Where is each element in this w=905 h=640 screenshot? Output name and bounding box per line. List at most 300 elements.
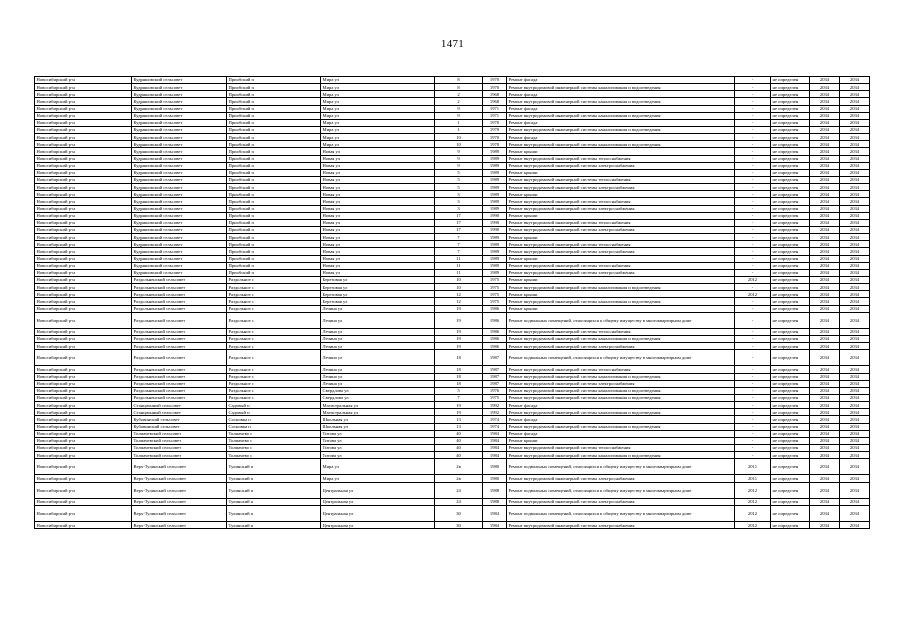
- table-row: [35, 328, 870, 335]
- work-type-cell: Ремонт фасада: [507, 119, 735, 126]
- status-cell: не определен: [771, 366, 810, 373]
- build-year-cell: 1989: [483, 176, 507, 183]
- council-cell: Раздольненский сельсовет: [132, 328, 227, 335]
- street-cell: Березовая ул: [321, 276, 435, 283]
- house-number-cell: 11: [435, 255, 483, 262]
- build-year-cell: 1986: [483, 328, 507, 335]
- status-cell: не определен: [771, 380, 810, 387]
- house-number-cell: 18: [435, 350, 483, 366]
- council-cell: Раздольненский сельсовет: [132, 291, 227, 298]
- plan-year-start-cell: 2034: [810, 248, 840, 255]
- house-number-cell: 40: [435, 452, 483, 459]
- settlement-cell: Приобский п: [227, 91, 321, 98]
- plan-year-start-cell: 2034: [810, 84, 840, 91]
- council-cell: Кудряшовский сельсовет: [132, 241, 227, 248]
- status-cell: не определен: [771, 498, 810, 505]
- status-cell: не определен: [771, 226, 810, 233]
- street-cell: Мира ул: [321, 91, 435, 98]
- district-cell: Новосибирский р-н: [35, 84, 132, 91]
- work-type-cell: Ремонт внутридомовой инженерной системы теплоснабжения: [507, 198, 735, 205]
- plan-year-end-cell: 2034: [840, 169, 870, 176]
- build-year-cell: 1980: [483, 475, 507, 482]
- house-number-cell: 10: [435, 141, 483, 148]
- work-type-cell: Ремонт крыши: [507, 437, 735, 444]
- plan-year-start-cell: 2034: [810, 212, 840, 219]
- build-year-cell: 1975: [483, 276, 507, 283]
- settlement-cell: Тулинский п: [227, 498, 321, 505]
- street-cell: Лечина ул: [321, 380, 435, 387]
- settlement-cell: Толмачево с: [227, 444, 321, 451]
- build-year-cell: 1984: [483, 452, 507, 459]
- status-cell: не определен: [771, 169, 810, 176]
- street-cell: Новая ул: [321, 234, 435, 241]
- plan-year-end-cell: 2034: [840, 234, 870, 241]
- plan-year-start-cell: 2034: [810, 402, 840, 409]
- district-cell: Новосибирский р-н: [35, 212, 132, 219]
- settlement-cell: Приобский п: [227, 205, 321, 212]
- build-year-cell: 1988: [483, 498, 507, 505]
- table-row: [35, 269, 870, 276]
- plan-year-end-cell: 2034: [840, 423, 870, 430]
- plan-year-end-cell: 2034: [840, 269, 870, 276]
- build-year-cell: 1975: [483, 284, 507, 291]
- build-year-cell: 1990: [483, 212, 507, 219]
- status-cell: не определен: [771, 423, 810, 430]
- plan-year-end-cell: 2034: [840, 437, 870, 444]
- settlement-cell: Приобский п: [227, 219, 321, 226]
- settlement-cell: Приобский п: [227, 269, 321, 276]
- street-cell: Новая ул: [321, 155, 435, 162]
- street-cell: Центральная ул: [321, 482, 435, 498]
- street-cell: Лечина ул: [321, 312, 435, 328]
- settlement-cell: Тулинский п: [227, 475, 321, 482]
- district-cell: Новосибирский р-н: [35, 234, 132, 241]
- settlement-cell: Приобский п: [227, 112, 321, 119]
- settlement-cell: Толмачево с: [227, 452, 321, 459]
- table-row: [35, 284, 870, 291]
- last-repair-cell: -: [735, 112, 771, 119]
- plan-year-end-cell: 2034: [840, 373, 870, 380]
- build-year-cell: 1989: [483, 198, 507, 205]
- plan-year-start-cell: 2034: [810, 380, 840, 387]
- plan-year-end-cell: 2034: [840, 335, 870, 342]
- district-cell: Новосибирский р-н: [35, 255, 132, 262]
- plan-year-start-cell: 2034: [810, 269, 840, 276]
- build-year-cell: 1992: [483, 402, 507, 409]
- district-cell: Новосибирский р-н: [35, 387, 132, 394]
- settlement-cell: Приобский п: [227, 248, 321, 255]
- build-year-cell: 1987: [483, 380, 507, 387]
- plan-year-start-cell: 2034: [810, 498, 840, 505]
- plan-year-end-cell: 2034: [840, 105, 870, 112]
- work-type-cell: Ремонт фасада: [507, 77, 735, 84]
- settlement-cell: Раздольное с: [227, 373, 321, 380]
- build-year-cell: 1990: [483, 226, 507, 233]
- status-cell: не определен: [771, 112, 810, 119]
- house-number-cell: 19: [435, 402, 483, 409]
- table-row: [35, 291, 870, 298]
- street-cell: Школьная ул: [321, 416, 435, 423]
- plan-year-start-cell: 2034: [810, 444, 840, 451]
- table-row: [35, 366, 870, 373]
- status-cell: не определен: [771, 269, 810, 276]
- house-number-cell: 1: [435, 119, 483, 126]
- last-repair-cell: 2012: [735, 498, 771, 505]
- settlement-cell: Раздольное с: [227, 395, 321, 402]
- settlement-cell: Приобский п: [227, 162, 321, 169]
- house-number-cell: 10: [435, 276, 483, 283]
- council-cell: Толмачевский сельсовет: [132, 430, 227, 437]
- status-cell: не определен: [771, 291, 810, 298]
- settlement-cell: Раздольное с: [227, 305, 321, 312]
- work-type-cell: Ремонт внутридомовой инженерной системы канализования и водоотведения: [507, 284, 735, 291]
- table-row: [35, 141, 870, 148]
- house-number-cell: 24: [435, 482, 483, 498]
- street-cell: Новая ул: [321, 212, 435, 219]
- build-year-cell: 1989: [483, 148, 507, 155]
- build-year-cell: 1968: [483, 91, 507, 98]
- last-repair-cell: -: [735, 198, 771, 205]
- table-row: [35, 162, 870, 169]
- table-row: [35, 305, 870, 312]
- street-cell: Новая ул: [321, 241, 435, 248]
- house-number-cell: 18: [435, 380, 483, 387]
- council-cell: Станционный сельсовет: [132, 409, 227, 416]
- plan-year-end-cell: 2034: [840, 522, 870, 529]
- house-number-cell: 5: [435, 387, 483, 394]
- settlement-cell: Приобский п: [227, 255, 321, 262]
- house-number-cell: 8: [435, 84, 483, 91]
- district-cell: Новосибирский р-н: [35, 423, 132, 430]
- settlement-cell: Приобский п: [227, 176, 321, 183]
- settlement-cell: Тулинский п: [227, 505, 321, 521]
- council-cell: Верх-Тулинский сельсовет: [132, 498, 227, 505]
- work-type-cell: Ремонт крыши: [507, 212, 735, 219]
- settlement-cell: Садовый п: [227, 402, 321, 409]
- table-row: [35, 212, 870, 219]
- work-type-cell: Ремонт крыши: [507, 148, 735, 155]
- work-type-cell: Ремонт фасада: [507, 416, 735, 423]
- table-row: [35, 112, 870, 119]
- table-row: [35, 241, 870, 248]
- table-row: [35, 84, 870, 91]
- plan-year-end-cell: 2034: [840, 498, 870, 505]
- plan-year-end-cell: 2034: [840, 505, 870, 521]
- plan-year-start-cell: 2034: [810, 312, 840, 328]
- last-repair-cell: -: [735, 328, 771, 335]
- district-cell: Новосибирский р-н: [35, 226, 132, 233]
- build-year-cell: 1989: [483, 269, 507, 276]
- house-number-cell: 5: [435, 169, 483, 176]
- work-type-cell: Ремонт внутридомовой инженерной системы теплоснабжения: [507, 262, 735, 269]
- settlement-cell: Приобский п: [227, 241, 321, 248]
- plan-year-end-cell: 2034: [840, 366, 870, 373]
- council-cell: Верх-Тулинский сельсовет: [132, 475, 227, 482]
- street-cell: Новая ул: [321, 226, 435, 233]
- district-cell: Новосибирский р-н: [35, 350, 132, 366]
- house-number-cell: 1: [435, 126, 483, 133]
- district-cell: Новосибирский р-н: [35, 162, 132, 169]
- table-row: [35, 219, 870, 226]
- council-cell: Кудряшовский сельсовет: [132, 84, 227, 91]
- district-cell: Новосибирский р-н: [35, 416, 132, 423]
- settlement-cell: Приобский п: [227, 119, 321, 126]
- plan-year-end-cell: 2034: [840, 298, 870, 305]
- house-number-cell: 7: [435, 234, 483, 241]
- build-year-cell: 1989: [483, 169, 507, 176]
- build-year-cell: 1980: [483, 459, 507, 475]
- plan-year-end-cell: 2034: [840, 112, 870, 119]
- last-repair-cell: -: [735, 387, 771, 394]
- table-row: [35, 430, 870, 437]
- plan-year-start-cell: 2034: [810, 141, 840, 148]
- council-cell: Толмачевский сельсовет: [132, 437, 227, 444]
- last-repair-cell: -: [735, 141, 771, 148]
- settlement-cell: Садовый п: [227, 409, 321, 416]
- plan-year-start-cell: 2034: [810, 255, 840, 262]
- district-cell: Новосибирский р-н: [35, 366, 132, 373]
- build-year-cell: 1974: [483, 423, 507, 430]
- last-repair-cell: -: [735, 312, 771, 328]
- last-repair-cell: -: [735, 84, 771, 91]
- table-row: [35, 402, 870, 409]
- plan-year-start-cell: 2034: [810, 241, 840, 248]
- status-cell: не определен: [771, 212, 810, 219]
- status-cell: не определен: [771, 77, 810, 84]
- settlement-cell: Толмачево с: [227, 430, 321, 437]
- plan-year-end-cell: 2034: [840, 191, 870, 198]
- district-cell: Новосибирский р-н: [35, 522, 132, 529]
- plan-year-end-cell: 2034: [840, 343, 870, 350]
- status-cell: не определен: [771, 255, 810, 262]
- plan-year-start-cell: 2034: [810, 205, 840, 212]
- district-cell: Новосибирский р-н: [35, 452, 132, 459]
- house-number-cell: 9: [435, 148, 483, 155]
- plan-year-start-cell: 2034: [810, 112, 840, 119]
- status-cell: не определен: [771, 298, 810, 305]
- status-cell: не определен: [771, 305, 810, 312]
- last-repair-cell: -: [735, 430, 771, 437]
- plan-year-end-cell: 2034: [840, 212, 870, 219]
- table-row: [35, 505, 870, 521]
- status-cell: не определен: [771, 119, 810, 126]
- street-cell: Новая ул: [321, 248, 435, 255]
- status-cell: не определен: [771, 126, 810, 133]
- plan-year-end-cell: 2034: [840, 380, 870, 387]
- plan-year-start-cell: 2034: [810, 262, 840, 269]
- council-cell: Кудряшовский сельсовет: [132, 198, 227, 205]
- build-year-cell: 1970: [483, 119, 507, 126]
- work-type-cell: Ремонт внутридомовой инженерной системы канализования и водоотведения: [507, 126, 735, 133]
- street-cell: Лечина ул: [321, 366, 435, 373]
- house-number-cell: 7: [435, 241, 483, 248]
- council-cell: Верх-Тулинский сельсовет: [132, 482, 227, 498]
- settlement-cell: Приобский п: [227, 234, 321, 241]
- work-type-cell: Ремонт крыши: [507, 291, 735, 298]
- work-type-cell: Ремонт внутридомовой инженерной системы теплоснабжения: [507, 241, 735, 248]
- work-type-cell: Ремонт подвальных помещений, относящихся к общему имуществу в многоквартирном доме: [507, 350, 735, 366]
- plan-year-start-cell: 2034: [810, 184, 840, 191]
- council-cell: Раздольненский сельсовет: [132, 380, 227, 387]
- district-cell: Новосибирский р-н: [35, 205, 132, 212]
- status-cell: не определен: [771, 452, 810, 459]
- build-year-cell: 1970: [483, 84, 507, 91]
- work-type-cell: Ремонт крыши: [507, 234, 735, 241]
- house-number-cell: 8: [435, 77, 483, 84]
- status-cell: не определен: [771, 395, 810, 402]
- council-cell: Кудряшовский сельсовет: [132, 234, 227, 241]
- house-number-cell: 11: [435, 269, 483, 276]
- work-type-cell: Ремонт внутридомовой инженерной системы канализования и водоотведения: [507, 395, 735, 402]
- settlement-cell: Приобский п: [227, 198, 321, 205]
- plan-year-start-cell: 2034: [810, 219, 840, 226]
- settlement-cell: Раздольное с: [227, 312, 321, 328]
- last-repair-cell: 2012: [735, 482, 771, 498]
- settlement-cell: Тулинский п: [227, 522, 321, 529]
- plan-year-end-cell: 2034: [840, 452, 870, 459]
- work-type-cell: Ремонт фасада: [507, 430, 735, 437]
- house-number-cell: 2: [435, 91, 483, 98]
- council-cell: Раздольненский сельсовет: [132, 373, 227, 380]
- last-repair-cell: -: [735, 444, 771, 451]
- last-repair-cell: -: [735, 148, 771, 155]
- district-cell: Новосибирский р-н: [35, 148, 132, 155]
- build-year-cell: 1987: [483, 373, 507, 380]
- last-repair-cell: -: [735, 234, 771, 241]
- last-repair-cell: -: [735, 343, 771, 350]
- last-repair-cell: -: [735, 219, 771, 226]
- last-repair-cell: -: [735, 176, 771, 183]
- status-cell: не определен: [771, 284, 810, 291]
- district-cell: Новосибирский р-н: [35, 112, 132, 119]
- plan-year-end-cell: 2034: [840, 430, 870, 437]
- council-cell: Верх-Тулинский сельсовет: [132, 459, 227, 475]
- work-type-cell: Ремонт внутридомовой инженерной системы канализования и водоотведения: [507, 423, 735, 430]
- work-type-cell: Ремонт внутридомовой инженерной системы канализования и водоотведения: [507, 112, 735, 119]
- plan-year-end-cell: 2034: [840, 176, 870, 183]
- settlement-cell: Приобский п: [227, 184, 321, 191]
- status-cell: не определен: [771, 335, 810, 342]
- street-cell: Новая ул: [321, 191, 435, 198]
- table-row: [35, 437, 870, 444]
- street-cell: Школьная ул: [321, 423, 435, 430]
- district-cell: Новосибирский р-н: [35, 343, 132, 350]
- status-cell: не определен: [771, 219, 810, 226]
- street-cell: Мира ул: [321, 112, 435, 119]
- house-number-cell: 30: [435, 522, 483, 529]
- last-repair-cell: 2011: [735, 475, 771, 482]
- council-cell: Кудряшовский сельсовет: [132, 226, 227, 233]
- build-year-cell: 1970: [483, 77, 507, 84]
- table-row: [35, 205, 870, 212]
- last-repair-cell: -: [735, 350, 771, 366]
- status-cell: не определен: [771, 522, 810, 529]
- table-row: [35, 482, 870, 498]
- work-type-cell: Ремонт внутридомовой инженерной системы электроснабжения: [507, 522, 735, 529]
- house-number-cell: 10: [435, 134, 483, 141]
- status-cell: не определен: [771, 84, 810, 91]
- plan-year-start-cell: 2034: [810, 522, 840, 529]
- build-year-cell: 1989: [483, 255, 507, 262]
- house-number-cell: 19: [435, 328, 483, 335]
- work-type-cell: Ремонт внутридомовой инженерной системы канализования и водоотведения: [507, 335, 735, 342]
- work-type-cell: Ремонт подвальных помещений, относящихся к общему имуществу в многоквартирном доме: [507, 312, 735, 328]
- district-cell: Новосибирский р-н: [35, 119, 132, 126]
- table-row: [35, 155, 870, 162]
- street-cell: Свердлова ул: [321, 387, 435, 394]
- plan-year-end-cell: 2034: [840, 248, 870, 255]
- house-number-cell: 9: [435, 105, 483, 112]
- work-type-cell: Ремонт внутридомовой инженерной системы электроснабжения: [507, 184, 735, 191]
- table-row: [35, 444, 870, 451]
- work-type-cell: Ремонт внутридомовой инженерной системы теплоснабжения: [507, 444, 735, 451]
- table-row: [35, 475, 870, 482]
- plan-year-end-cell: 2034: [840, 205, 870, 212]
- district-cell: Новосибирский р-н: [35, 176, 132, 183]
- status-cell: не определен: [771, 475, 810, 482]
- work-type-cell: Ремонт внутридомовой инженерной системы канализования и водоотведения: [507, 84, 735, 91]
- status-cell: не определен: [771, 482, 810, 498]
- build-year-cell: 1988: [483, 482, 507, 498]
- build-year-cell: 1986: [483, 305, 507, 312]
- table-row: [35, 373, 870, 380]
- last-repair-cell: -: [735, 416, 771, 423]
- settlement-cell: Раздольное с: [227, 284, 321, 291]
- table-row: [35, 452, 870, 459]
- plan-year-start-cell: 2034: [810, 430, 840, 437]
- table-row: [35, 380, 870, 387]
- build-year-cell: 1987: [483, 350, 507, 366]
- work-type-cell: Ремонт внутридомовой инженерной системы электроснабжения: [507, 269, 735, 276]
- plan-year-start-cell: 2034: [810, 395, 840, 402]
- district-cell: Новосибирский р-н: [35, 437, 132, 444]
- settlement-cell: Приобский п: [227, 169, 321, 176]
- table-row: [35, 395, 870, 402]
- district-cell: Новосибирский р-н: [35, 276, 132, 283]
- table-row: [35, 176, 870, 183]
- status-cell: не определен: [771, 402, 810, 409]
- work-type-cell: Ремонт подвальных помещений, относящихся к общему имуществу в многоквартирном доме: [507, 459, 735, 475]
- plan-year-end-cell: 2034: [840, 84, 870, 91]
- build-year-cell: 1986: [483, 343, 507, 350]
- work-type-cell: Ремонт внутридомовой инженерной системы электроснабжения: [507, 498, 735, 505]
- street-cell: Березовая ул: [321, 298, 435, 305]
- house-number-cell: 9: [435, 112, 483, 119]
- table-row: [35, 276, 870, 283]
- last-repair-cell: -: [735, 380, 771, 387]
- settlement-cell: Приобский п: [227, 77, 321, 84]
- council-cell: Кубовинский сельсовет: [132, 416, 227, 423]
- table-row: [35, 423, 870, 430]
- house-number-cell: 19: [435, 305, 483, 312]
- last-repair-cell: -: [735, 126, 771, 133]
- work-type-cell: Ремонт крыши: [507, 305, 735, 312]
- district-cell: Новосибирский р-н: [35, 373, 132, 380]
- plan-year-start-cell: 2034: [810, 105, 840, 112]
- last-repair-cell: -: [735, 262, 771, 269]
- build-year-cell: 1989: [483, 205, 507, 212]
- district-cell: Новосибирский р-н: [35, 328, 132, 335]
- plan-year-start-cell: 2034: [810, 482, 840, 498]
- table-row: [35, 134, 870, 141]
- table-row: [35, 409, 870, 416]
- street-cell: Новая ул: [321, 219, 435, 226]
- last-repair-cell: -: [735, 205, 771, 212]
- district-cell: Новосибирский р-н: [35, 134, 132, 141]
- status-cell: не определен: [771, 437, 810, 444]
- house-number-cell: 7: [435, 395, 483, 402]
- district-cell: Новосибирский р-н: [35, 105, 132, 112]
